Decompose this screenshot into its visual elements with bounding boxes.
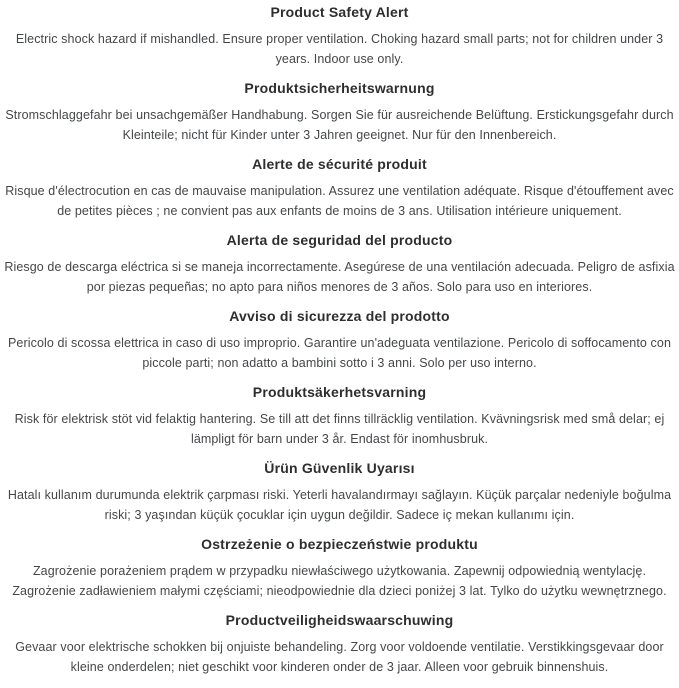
section-heading: Ostrzeżenie o bezpieczeństwie produktu bbox=[201, 536, 478, 552]
section-body: Risque d'électrocution en cas de mauvaise manipulation. Assurez une ventilation adéquate. Risque d'étouffement avec de petites pièces ; ne convient pas aux enfants de moins de 3 ans. Utilisation intérieure uniquement. bbox=[5, 184, 674, 218]
section-body: Riesgo de descarga eléctrica si se maneja incorrectamente. Asegúrese de una ventilación adecuada. Peligro de asfixia por piezas pequeñas; no apto para niños menores de 3 años. Solo para uso en interiores. bbox=[4, 260, 675, 294]
section-heading: Product Safety Alert bbox=[270, 4, 409, 20]
section-body: Electric shock hazard if mishandled. Ensure proper ventilation. Choking hazard small parts; not for children under 3 years. Indoor use only. bbox=[15, 32, 664, 66]
safety-section bbox=[2, 612, 677, 677]
section-heading: Productveiligheidswaarschuwing bbox=[225, 612, 454, 628]
safety-section bbox=[2, 4, 677, 69]
safety-section bbox=[2, 156, 677, 221]
safety-section bbox=[2, 308, 677, 373]
section-body: Gevaar voor elektrische schokken bij onjuiste behandeling. Zorg voor voldoende ventilatie. Verstikkingsgevaar door kleine onderdelen; niet geschikt voor kinderen onder de 3 jaar. Alleen voor gebruik binnenshuis. bbox=[15, 640, 664, 674]
section-body: Hatalı kullanım durumunda elektrik çarpması riski. Yeterli havalandırmayı sağlayın. Küçük parçalar nedeniyle boğulma riski; 3 yaşından küçük çocuklar için uygun değildir. Sadece iç mekan kullanımı için. bbox=[7, 488, 672, 522]
safety-section bbox=[2, 80, 677, 145]
section-heading: Avviso di sicurezza del prodotto bbox=[229, 308, 450, 324]
section-heading: Alerta de seguridad del producto bbox=[226, 232, 453, 248]
section-heading: Produktsäkerhetsvarning bbox=[252, 384, 427, 400]
safety-section bbox=[2, 232, 677, 297]
safety-section bbox=[2, 460, 677, 525]
section-body: Stromschlaggefahr bei unsachgemäßer Handhabung. Sorgen Sie für ausreichende Belüftung. Erstickungsgefahr durch Kleinteile; nicht für Kinder unter 3 Jahren geeignet. Nur für den Innenbereich. bbox=[5, 108, 674, 142]
section-heading: Produktsicherheitswarnung bbox=[244, 80, 435, 96]
section-body: Pericolo di scossa elettrica in caso di uso improprio. Garantire un'adeguata ventilazione. Pericolo di soffocamento con piccole parti; non adatto a bambini sotto i 3 anni. Solo per uso interno. bbox=[7, 336, 672, 370]
section-body: Risk för elektrisk stöt vid felaktig hantering. Se till att det finns tillräcklig ventilation. Kvävningsrisk med små delar; ej lämpligt för barn under 3 år. Endast för inomhusbruk. bbox=[14, 412, 665, 446]
section-heading: Alerte de sécurité produit bbox=[252, 156, 427, 172]
safety-section bbox=[2, 536, 677, 601]
safety-section bbox=[2, 384, 677, 449]
section-heading: Ürün Güvenlik Uyarısı bbox=[264, 460, 415, 476]
section-body: Zagrożenie porażeniem prądem w przypadku niewłaściwego użytkowania. Zapewnij odpowiednią wentylację. Zagrożenie zadławieniem małymi częściami; nieodpowiednie dla dzieci poniżej 3 lat. Tylko do użytku wewnętrznego. bbox=[12, 564, 667, 598]
